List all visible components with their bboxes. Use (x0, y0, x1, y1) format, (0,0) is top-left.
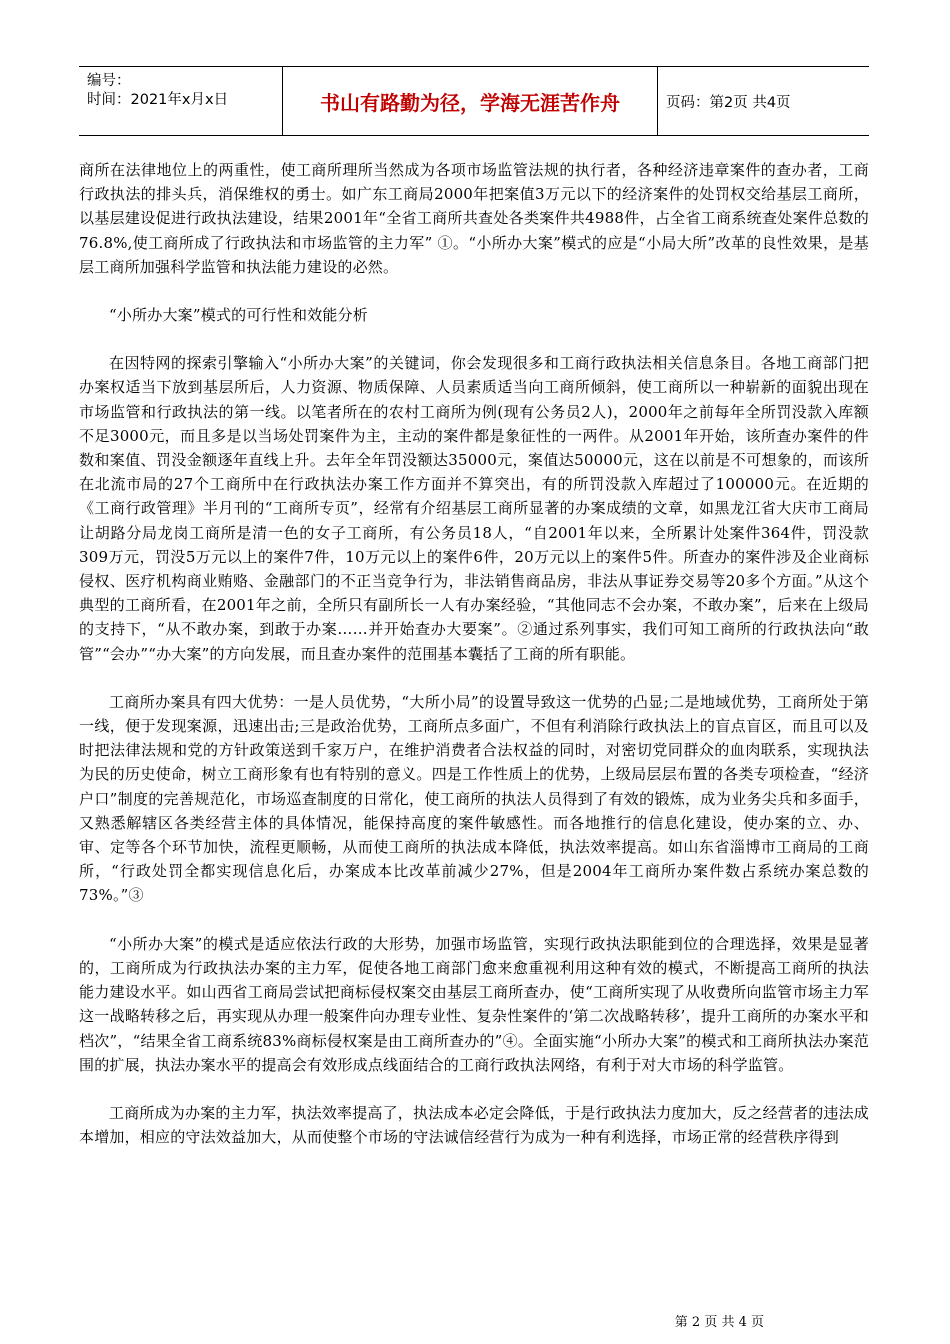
document-body (79, 158, 869, 1173)
document-time-label: 时间：2021年x月x日 (87, 92, 229, 108)
header-motto: 书山有路勤为径，学海无涯苦作舟 (283, 67, 658, 135)
paragraph-3: 工商所办案具有四大优势：一是人员优势，“大所小局”的设置导致这一优势的凸显;二是地域优势，工商所处于第一线，便于发现案源，迅速出击;三是政治优势，工商所点多面广，不但有利消除行政执法上的盲点盲区，而且可以及时把法律法规和党的方针政策送到千家万户，在维护消费者合法权益的同时，对密切党同群众的血肉联系，实现执法为民的历史使命，树立工商形象有也有特别的意义。四是工作性质上的优势，上级局层层布置的各类专项检查，“经济户口”制度的完善规范化，市场巡查制度的日常化，使工商所的执法人员得到了有效的锻炼，成为业务尖兵和多面手，又熟悉解辖区各类经营主体的具体情况，能保持高度的案件敏感性。而各地推行的信息化建设，使办案的立、办、审、定等各个环节加快，流程更顺畅，从而使工商所的执法成本降低，执法效率提高。如山东省淄博市工商局的工商所，“行政处罚全都实现信息化后，办案成本比改革前减少27%，但是2004年工商所办案件数占系统办案总数的73%。”③ (79, 692, 869, 905)
paragraph-1: 商所在法律地位上的两重性，使工商所理所当然成为各项市场监管法规的执行者，各种经济违章案件的查办者，工商行政执法的排头兵，消保维权的勇士。如广东工商局2000年把案值3万元以下的经济案件的处罚权交给基层工商所，以基层建设促进行政执法建设，结果2001年“全省工商所共查处各类案件共4988件，占全省工商系统查处案件总数的76.8%,使工商所成了行政执法和市场监管的主力军” ①。“小所办大案”模式的应是“小局大所”改革的良性效果，是基层工商所加强科学监管和执法能力建设的必然。 (79, 161, 869, 276)
paragraph-2: 在因特网的探索引擎输入“小所办大案”的关键词，你会发现很多和工商行政执法相关信息条目。各地工商部门把办案权适当下放到基层所后，人力资源、物质保障、人员素质适当向工商所倾斜，使工商所以一种崭新的面貌出现在市场监管和行政执法的第一线。以笔者所在的农村工商所为例(现有公务员2人)，2000年之前每年全所罚没款入库额不足3000元，而且多是以当场处罚案件为主，主动的案件都是象征性的一两件。从2001年开始，该所查办案件的件数和案值、罚没金额逐年直线上升。去年全年罚没额达35000元，案值达50000元，这在以前是不可想象的，而该所在北流市局的27个工商所中在行政执法办案工作方面并不算突出，有的所罚没款入库超过了100000元。在近期的《工商行政管理》半月刊的“工商所专页”，经常有介绍基层工商所显著的办案成绩的文章，如黑龙江省大庆市工商局让胡路分局龙岗工商所是清一色的女子工商所，有公务员18人，“自2001年以来，全所累计处案件364件，罚没款309万元，罚没5万元以上的案件7件，10万元以上的案件6件，20万元以上的案件5件。所查办的案件涉及企业商标侵权、医疗机构商业贿赂、金融部门的不正当竞争行为，非法销售商品房，非法从事证券交易等20多个方面。”从这个典型的工商所看，在2001年之前，全所只有副所长一人有办案经验，“其他同志不会办案，不敢办案”，后来在上级局的支持下，“从不敢办案，到敢于办案……并开始查办大要案”。②通过系列事实，我们可知工商所的行政执法向“敢管”“会办”“办大案”的方向发展，而且查办案件的范围基本囊括了工商的所有职能。 (79, 354, 869, 663)
header-page-label: 页码：第2页 共4页 (666, 94, 791, 111)
section-heading: “小所办大案”模式的可行性和效能分析 (109, 306, 368, 325)
paragraph-4: “小所办大案”的模式是适应依法行政的大形势，加强市场监管，实现行政执法职能到位的合理选择，效果是显著的，工商所成为行政执法办案的主力军，促使各地工商部门愈来愈重视利用这种有效的模式，不断提高工商所的执法能力建设水平。如山西省工商局尝试把商标侵权案交由基层工商所查办，使“工商所实现了从收费所向监管市场主力军这一战略转移之后，再实现从办理一般案件向办理专业性、复杂性案件的‘第二次战略转移’，提升工商所的办案水平和档次”，“结果全省工商系统83%商标侵权案是由工商所查办的”④。全面实施“小所办大案”的模式和工商所执法办案范围的扩展，执法办案水平的提高会有效形成点线面结合的工商行政执法网络，有利于对大市场的科学监管。 (79, 934, 869, 1074)
header-meta (79, 67, 283, 135)
document-number-label: 编号： (87, 73, 131, 89)
page-footer: 第 2 页 共 4 页 (674, 1315, 764, 1330)
paragraph-5: 工商所成为办案的主力军，执法效率提高了，执法成本必定会降低，于是行政执法力度加大，反之经营者的违法成本增加，相应的守法效益加大，从而使整个市场的守法诚信经营行为成为一种有利选择，市场正常的经营秩序得到 (79, 1103, 870, 1147)
page-header (79, 66, 869, 136)
